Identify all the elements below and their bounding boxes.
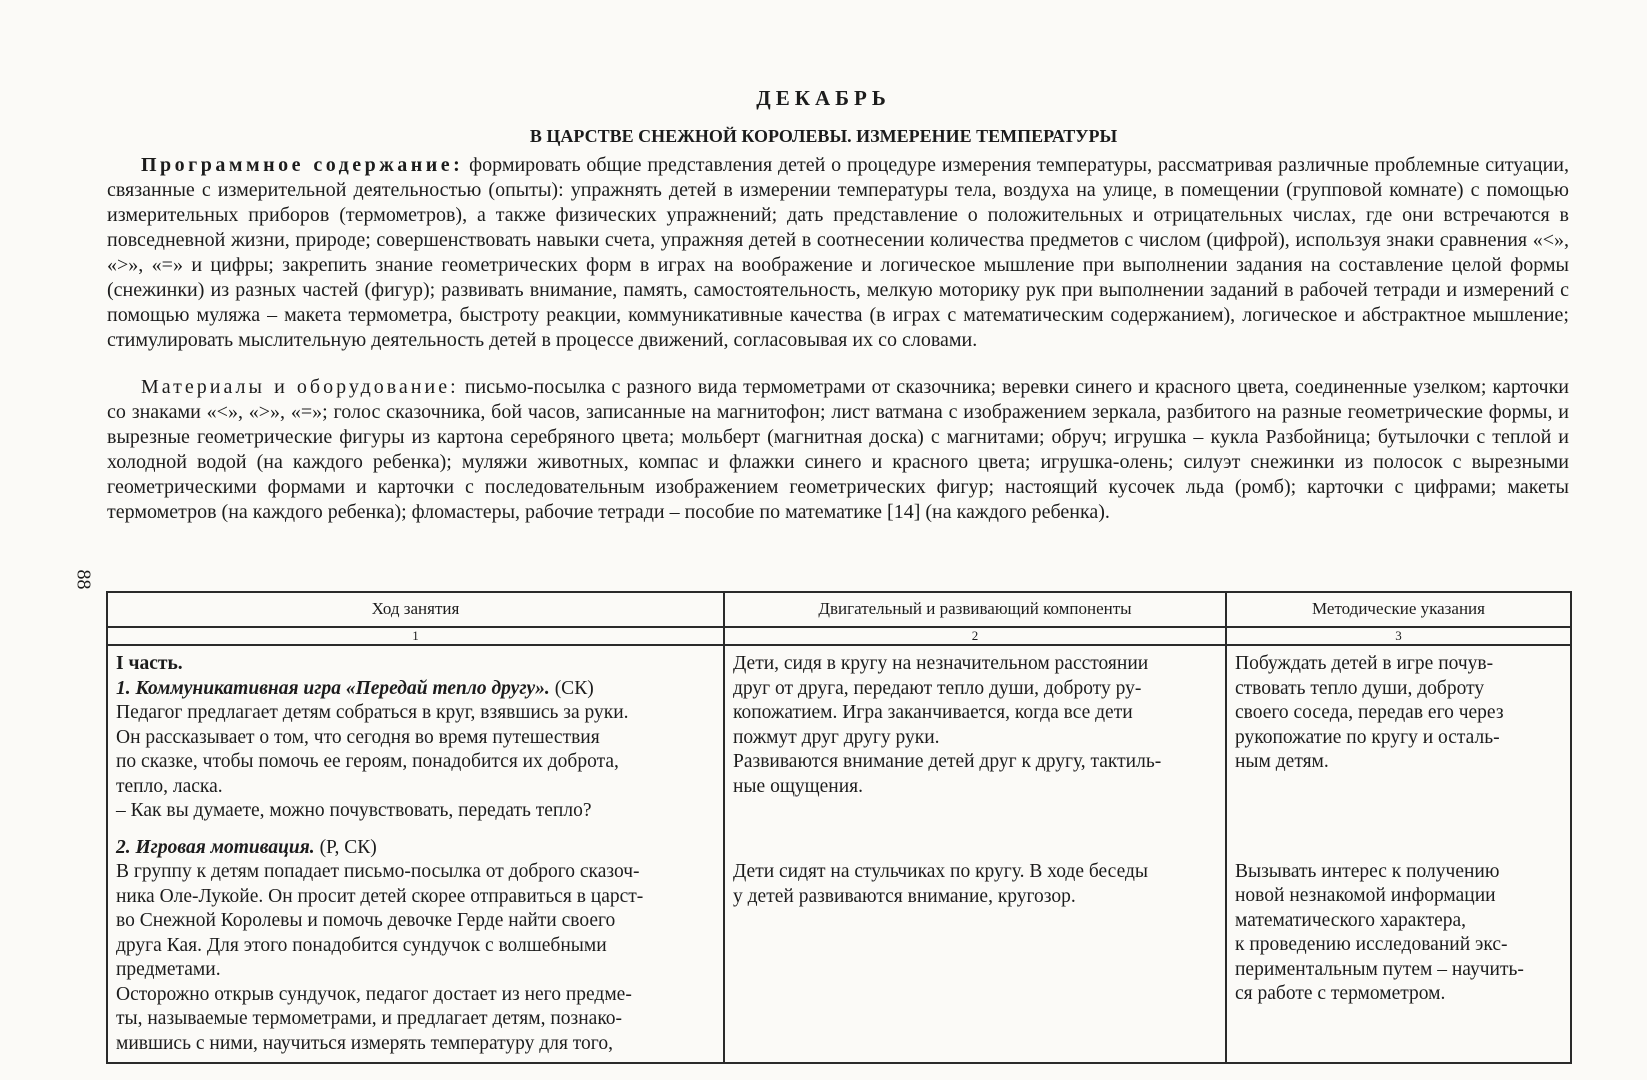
text-line: ся работе с термометром. [1235,983,1446,1004]
text-line: математического характера, [1235,909,1467,931]
text-line: Побуждать детей в игре почув- [1235,653,1494,674]
text-line: своего соседа, передав его через [1235,702,1504,723]
text-line: предметами. [116,959,221,980]
page-number: 88 [72,569,95,590]
text-line: ным детям. [1235,751,1329,772]
text-line: друга Кая. Для этого понадобится сундучок с волшебными [116,934,607,956]
materials-text: письмо-посылка с разного вида термометрами от сказочника; веревки синего и красного цвета, соединенные узелком; карточки со знаками «<», «>», «=»; голос сказочника, бой часов, записанные на магнитофон; лист ватмана с изображением зеркала, разбитого на разные геометрические формы, и вырезные геометрические фигуры из картона серебряного цвета; мольберт (магнитная доска) с магнитами; обруч; игрушка – кукла Разбойница; бутылочки с теплой и холодной водой (на каждого ребенка); муляжи животных, компас и флажки синего и красного цвета; игрушка-олень; силуэт снежинки из полосок с вырезными геометрическими формами и карточки с последовательным изображением геометрических фигур; настоящий кусочек льда (ромб); карточки с цифрами; макеты термометров (на каждого ребенка); фломастеры, рабочие тетради – пособие по математике [14] (на каждого ребенка). [107,376,1569,523]
section-2-heading: 2. Игровая мотивация. (Р, СК) [116,836,377,858]
part-heading: I часть. [116,653,183,674]
motor-component-cell [724,645,1226,1063]
header-lesson-flow: Ход занятия [107,592,724,627]
section-1-heading: 1. Коммуникативная игра «Передай тепло другу». (СК) [116,677,594,699]
materials-paragraph [107,375,1569,525]
text-line: новой незнакомой информации [1235,885,1496,906]
header-method-notes: Методические указания [1226,592,1571,627]
month-heading: ДЕКАБРЬ [756,86,891,110]
text-line: В группу к детям попадает письмо-посылка от доброго сказоч- [116,861,640,882]
program-paragraph [107,153,1569,353]
program-text: формировать общие представления детей о процедуре измерения температуры, рассматривая различные проблемные ситуации, связанные с измерительной деятельностью (опыты): упражнять детей в измерении температуры тела, воздуха на улице, в помещении (групповой комнате) с помощью измерительных приборов (термометров), а также физических упражнений; дать представление о положительных и отрицательных числах, где они встречаются в повседневной жизни, природе; совершенствовать навыки счета, упражняя детей в соотнесении количества предметов с числом (цифрой), используя знаки сравнения «<», «>», «=» и цифры; закрепить знание геометрических форм в играх на воображение и логическое мышление при выполнении задания на составление целой формы (снежинки) из разных частей (фигур); развивать внимание, память, самостоятельность, мелкую моторику рук при выполнении заданий в рабочей тетради и измерений с помощью муляжа – макета термометра, быстроту реакции, коммуникативные качества (в играх с математическим содержанием), логическое и абстрактное мышление; стимулировать мыслительную деятельность детей в процессе движений, согласовывая их со словами. [107,154,1569,351]
lesson-table [106,591,1572,1064]
column-number: 2 [724,627,1226,645]
text-line: ствовать тепло души, доброту [1235,677,1485,699]
materials-label: Материалы и оборудование: [141,376,459,398]
column-number: 3 [1226,627,1571,645]
lesson-title: В ЦАРСТВЕ СНЕЖНОЙ КОРОЛЕВЫ. ИЗМЕРЕНИЕ ТЕМПЕРАТУРЫ [529,126,1118,146]
text-line: Дети сидят на стульчиках по кругу. В ходе беседы [733,861,1148,882]
text-line: Он рассказывает о том, что сегодня во время путешествия [116,726,600,748]
text-line: пожмут друг другу руки. [733,726,940,748]
text-line: копожатием. Игра заканчивается, когда все дети [733,702,1133,723]
column-number: 1 [107,627,724,645]
lesson-flow-cell [107,645,724,1063]
text-line: по сказке, чтобы помочь ее героям, понадобится их доброта, [116,751,619,772]
text-line: Дети, сидя в кругу на незначительном расстоянии [733,653,1149,674]
text-line: у детей развиваются внимание, кругозор. [733,885,1076,907]
text-line: ты, называемые термометрами, и предлагает детям, познако- [116,1008,623,1029]
text-line: во Снежной Королевы и помочь девочке Герде найти своего [116,910,616,931]
text-line: периментальным путем – научить- [1235,958,1524,980]
text-line: Развиваются внимание детей друг к другу, тактиль- [733,751,1162,772]
text-line: Осторожно открыв сундучок, педагог достает из него предме- [116,983,632,1005]
text-line: Вызывать интерес к получению [1235,860,1500,882]
table-number-row [107,627,1571,645]
text-line: – Как вы думаете, можно почувствовать, передать тепло? [116,800,592,821]
text-line: друг от друга, передают тепло души, доброту ру- [733,677,1142,699]
text-line: к проведению исследований экс- [1235,934,1508,955]
text-line: ника Оле-Лукойе. Он просит детей скорее отправиться в царст- [116,885,644,907]
table-header-row [107,592,1571,627]
text-line: ные ощущения. [733,775,863,797]
method-notes-cell [1226,645,1571,1063]
text-line: тепло, ласка. [116,775,223,797]
text-line: мившись с ними, научиться измерять температуру для того, [116,1032,613,1054]
text-line: Педагог предлагает детям собраться в круг, взявшись за руки. [116,702,629,723]
program-label: Программное содержание: [141,154,464,176]
table-row [107,645,1571,1063]
text-line: рукопожатие по кругу и осталь- [1235,726,1500,748]
header-motor-component: Двигательный и развивающий компоненты [724,592,1226,627]
